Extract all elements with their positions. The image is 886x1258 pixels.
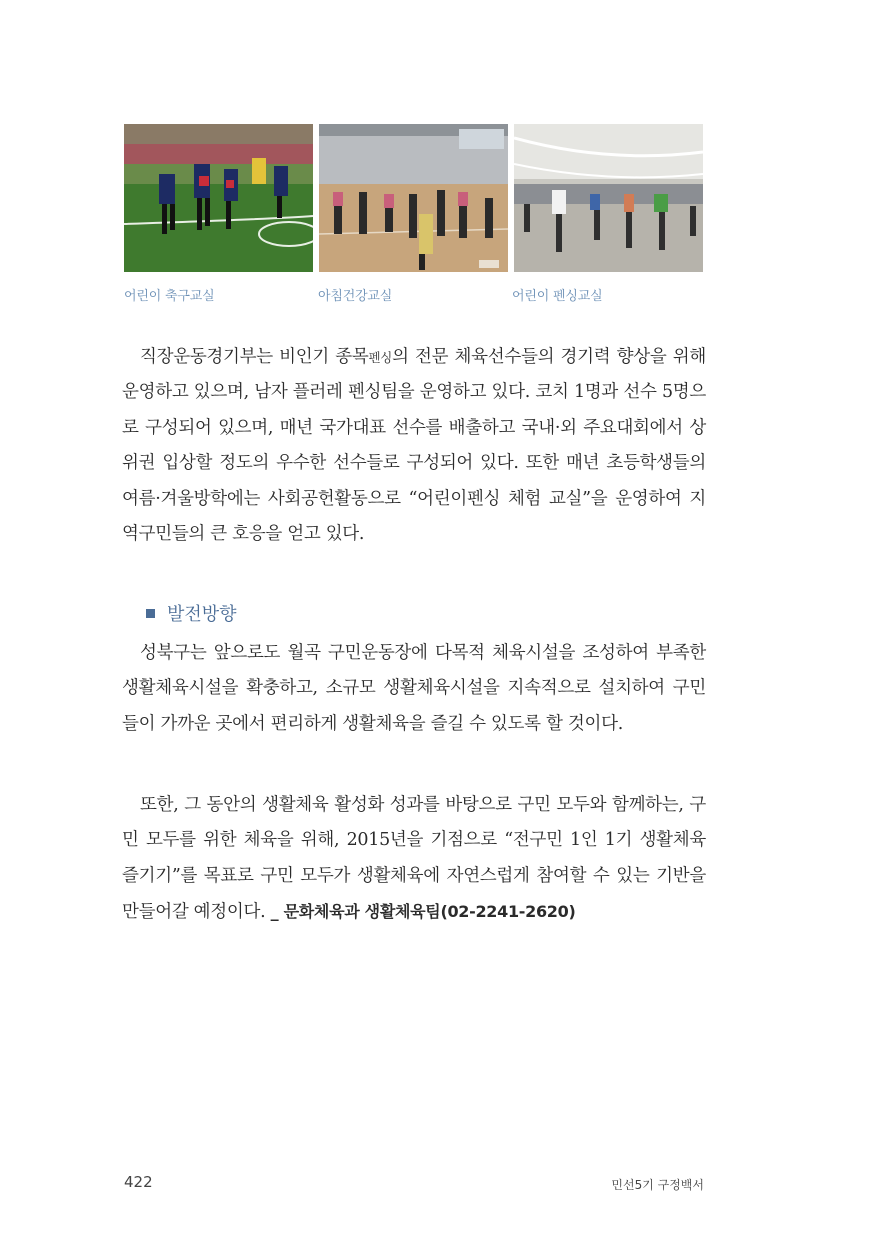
photo-children-soccer <box>124 124 313 272</box>
paragraph-fencing-team <box>122 340 706 552</box>
photo-children-fencing-class <box>514 124 703 272</box>
department-contact: _ 문화체육과 생활체육팀(02-2241-2620) <box>270 902 576 922</box>
paragraph-development-direction <box>122 636 706 742</box>
photo-caption-fencing: 어린이 펜싱교실 <box>512 289 603 304</box>
inline-note-fencing: 펜싱 <box>368 350 393 365</box>
section-heading-text: 발전방향 <box>167 604 237 625</box>
book-title: 민선5기 구정백서 <box>611 1178 704 1192</box>
square-bullet-icon <box>146 609 155 618</box>
photo-caption-morning-health: 아침건강교실 <box>318 289 393 304</box>
paragraph-text: 직장운동경기부는 비인기 종목 <box>140 347 369 367</box>
paragraph-text: 또한, 그 동안의 생활체육 활성화 성과를 바탕으로 구민 모두와 함께하는, 구민 모두를 위한 체육을 위해, 2015년을 기점으로 “전구민 1인 1기 생활체육 즐기기”를 목표로 구민 모두가 생활체육에 자연스럽게 참여할 수 있는 기반을 만들어갈 예정이다. <box>122 795 706 923</box>
photo-strip <box>124 124 704 272</box>
page-number: 422 <box>124 1173 153 1191</box>
paragraph-all-residents-sports <box>122 788 706 931</box>
paragraph-text: 성북구는 앞으로도 월곡 구민운동장에 다목적 체육시설을 조성하여 부족한 생활체육시설을 확충하고, 소규모 생활체육시설을 지속적으로 설치하여 구민들이 가까운 곳에서 편리하게 생활체육을 즐길 수 있도록 할 것이다. <box>122 643 706 734</box>
section-heading <box>146 600 237 626</box>
photo-morning-health-class <box>319 124 508 272</box>
paragraph-text: 의 전문 체육선수들의 경기력 향상을 위해 운영하고 있으며, 남자 플러레 펜싱팀을 운영하고 있다. 코치 1명과 선수 5명으로 구성되어 있으며, 매년 국가대표 선수를 배출하고 국내·외 주요대회에서 상위권 입상할 정도의 우수한 선수들로 구성되어 있다. 또한 매년 초등학생들의 여름·겨울방학에는 사회공헌활동으로 “어린이펜싱 체험 교실”을 운영하여 지역구민들의 큰 호응을 얻고 있다. <box>122 347 706 545</box>
photo-caption-soccer: 어린이 축구교실 <box>124 289 215 304</box>
